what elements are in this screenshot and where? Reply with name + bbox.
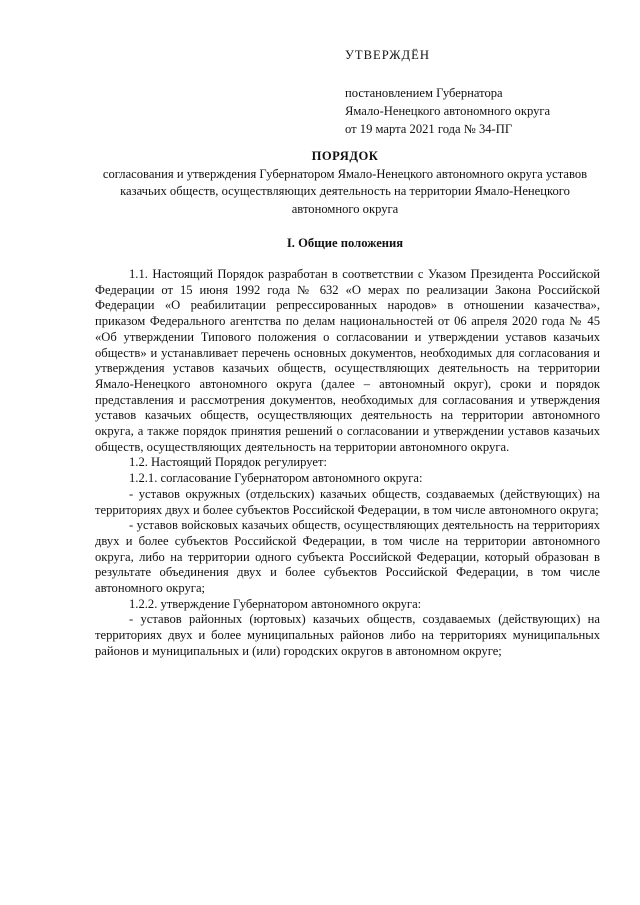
document-subtitle: согласования и утверждения Губернатором Ямало-Ненецкого автономного округа уставов казачьих обществ, осуществляющих деятельность на территории Ямало-Ненецкого автономного округа bbox=[102, 166, 588, 216]
section-heading: I. Общие положения bbox=[286, 236, 404, 250]
approval-line-3: от 19 марта 2021 года № 34-ПГ bbox=[345, 122, 513, 136]
document-title: ПОРЯДОК bbox=[311, 149, 379, 163]
list-item-voiskovye: - уставов войсковых казачьих обществ, осуществляющих деятельность на территориях двух и более субъектов Российской Федерации, в том числе на территории автономного округа, либо на территории одного субъекта Российской Федерации, который образован в результате объединения двух и более субъектов Российской Федерации, в том числе автономного округа; bbox=[95, 518, 600, 596]
approval-stamp bbox=[345, 46, 625, 138]
approval-title: УТВЕРЖДЁН bbox=[345, 48, 430, 62]
approval-line-1: постановлением Губернатора bbox=[345, 86, 503, 100]
approval-line-2: Ямало-Ненецкого автономного округа bbox=[345, 104, 551, 118]
document-body bbox=[95, 267, 600, 660]
list-item-okruzhnye: - уставов окружных (отдельских) казачьих обществ, создаваемых (действующих) на территориях двух и более субъектов Российской Федерации, в том числе автономного округа; bbox=[95, 486, 600, 517]
document-title-block bbox=[95, 148, 595, 218]
paragraph-1-2: 1.2. Настоящий Порядок регулирует: bbox=[129, 455, 327, 470]
paragraph-1-1: 1.1. Настоящий Порядок разработан в соответствии с Указом Президента Российской Федерации от 15 июня 1992 года № 632 «О мерах по реализации Закона Российской Федерации «О реабилитации репрессированных народов» в отношении казачества», приказом Федерального агентства по делам национальностей от 06 апреля 2020 года № 45 «Об утверждении Типового положения о согласовании и утверждении уставов казачьих обществ» и устанавливает перечень основных документов, необходимых для согласования и утверждения уставов казачьих обществ, осуществляющих деятельность на территории Ямало-Ненецкого автономного округа (далее – автономный округ), сроки и порядок представления и рассмотрения документов, необходимых для согласования и утверждения уставов казачьих обществ, осуществляющих деятельность на территории автономного округа, а также порядок принятия решений о согласовании и утверждении уставов казачьих обществ, осуществляющих деятельность на территории автономного округа. bbox=[95, 267, 600, 454]
paragraph-1-2-1: 1.2.1. согласование Губернатором автономного округа: bbox=[129, 471, 423, 486]
list-item-raionnye: - уставов районных (юртовых) казачьих обществ, создаваемых (действующих) на территориях двух и более муниципальных районов либо на территориях муниципальных районов и муниципальных и (или) городских округов в автономном округе; bbox=[95, 612, 600, 658]
paragraph-1-2-2: 1.2.2. утверждение Губернатором автономного округа: bbox=[129, 596, 422, 611]
